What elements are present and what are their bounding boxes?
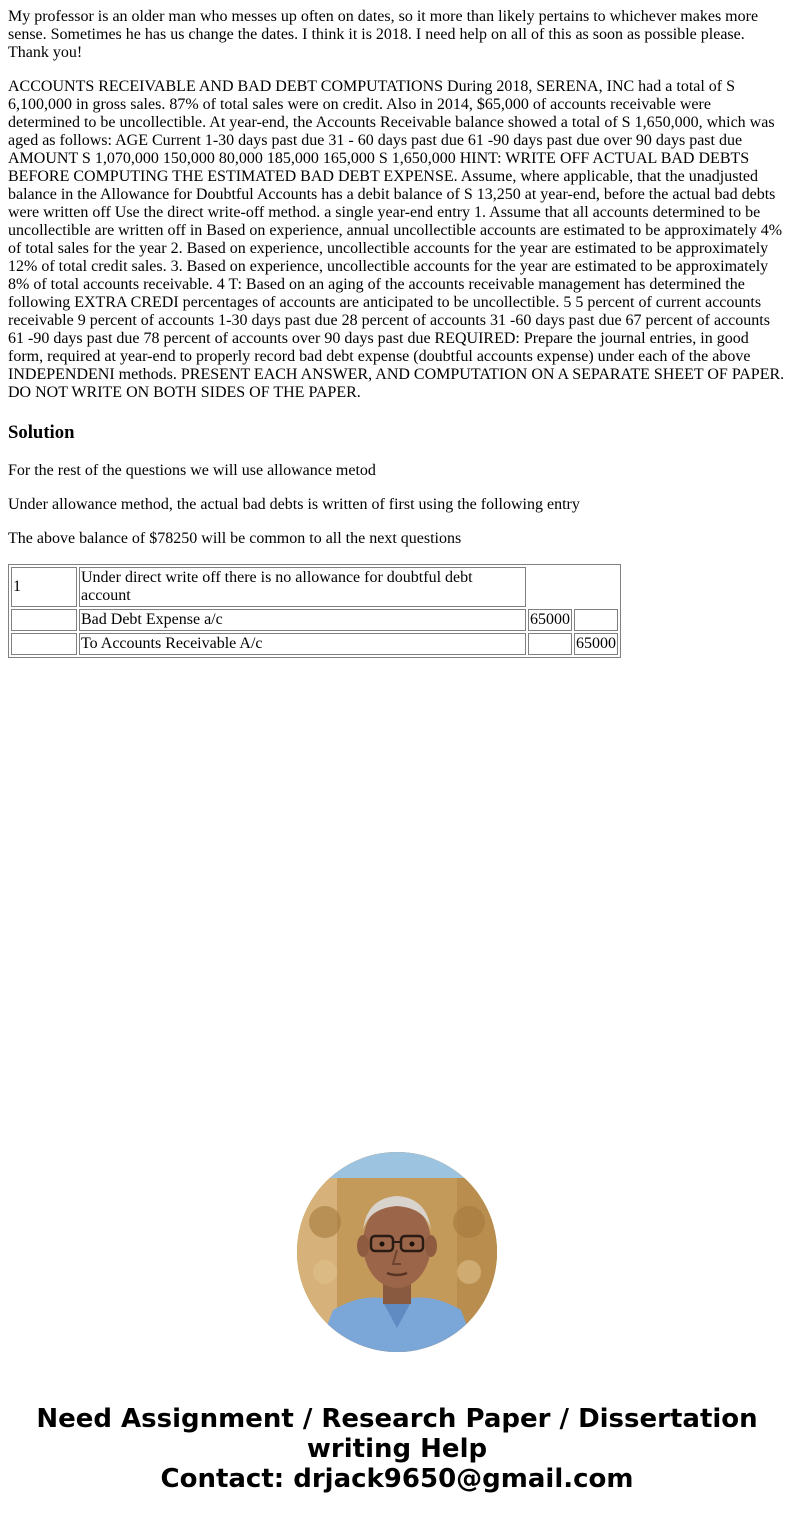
promo-text <box>0 1404 794 1494</box>
table-row <box>11 633 618 655</box>
document-content <box>8 0 786 658</box>
table-row <box>11 609 618 631</box>
solution-line-1: For the rest of the questions we will use allowance metod <box>8 462 376 479</box>
promo-line-1: Need Assignment / Research Paper / Dissertation <box>36 1404 758 1434</box>
table-header-description: Under direct write off there is no allowance for doubtful debt account <box>79 567 526 607</box>
solution-line-3: The above balance of $78250 will be common to all the next questions <box>8 530 462 547</box>
entry-debit-cell <box>528 633 572 655</box>
question-number-cell: 1 <box>11 567 77 607</box>
empty-cell <box>574 567 618 607</box>
solution-heading: Solution <box>8 422 75 443</box>
promo-contact: Contact: drjack9650@gmail.com <box>160 1464 634 1494</box>
entry-account-cell: To Accounts Receivable A/c <box>79 633 526 655</box>
entry-credit-cell: 65000 <box>574 633 618 655</box>
entry-debit-cell: 65000 <box>528 609 572 631</box>
entry-number-cell <box>11 609 77 631</box>
question-body: ACCOUNTS RECEIVABLE AND BAD DEBT COMPUTATIONS During 2018, SERENA, INC had a total of S 6,100,000 in gross sales. 87% of total sales were on credit. Also in 2014, $65,000 of accounts receivable were determined to be uncollectible. At year-end, the Accounts Receivable balance showed a total of S 1,650,000, which was aged as follows: AGE Current 1-30 days past due 31 - 60 days past due 61 -90 days past due over 90 days past due AMOUNT S 1,070,000 150,000 80,000 185,000 165,000 S 1,650,000 HINT: WRITE OFF ACTUAL BAD DEBTS BEFORE COMPUTING THE ESTIMATED BAD DEBT EXPENSE. Assume, where applicable, that the unadjusted balance in the Allowance for Doubtful Accounts has a debit balance of S 13,250 at year-end, before the actual bad debts were written off Use the direct write-off method. a single year-end entry 1. Assume that all accounts determined to be uncollectible are written off in Based on experience, annual uncollectible accounts are estimated to be approximately 4% of total sales for the year 2. Based on experience, uncollectible accounts for the year are estimated to be approximately 12% of total credit sales. 3. Based on experience, uncollectible accounts for the year are estimated to be approximately 8% of total accounts receivable. 4 T: Based on an aging of the accounts receivable management has determined the following EXTRA CREDI percentages of accounts are anticipated to be uncollectible. 5 5 percent of current accounts receivable 9 percent of accounts 1-30 days past due 28 percent of accounts 31 -60 days past due 67 percent of accounts 61 -90 days past due 78 percent of accounts over 90 days past due REQUIRED: Prepare the journal entries, in good form, required at year-end to properly record bad debt expense (doubtful accounts expense) under each of the above INDEPENDENI methods. PRESENT EACH ANSWER, AND COMPUTATION ON A SEPARATE SHEET OF PAPER. DO NOT WRITE ON BOTH SIDES OF THE PAPER. <box>8 78 785 401</box>
promo-section <box>0 1152 794 1494</box>
entry-number-cell <box>11 633 77 655</box>
empty-cell <box>528 567 572 607</box>
journal-entry-table <box>8 564 621 658</box>
solution-line-2: Under allowance method, the actual bad debts is written of first using the following entry <box>8 496 580 513</box>
question-note: My professor is an older man who messes up often on dates, so it more than likely pertains to whichever makes more sense. Sometimes he has us change the dates. I think it is 2018. I need help on all of this as soon as possible please. Thank you! <box>8 8 759 61</box>
table-row <box>11 567 618 607</box>
entry-account-cell: Bad Debt Expense a/c <box>79 609 526 631</box>
promo-line-2: writing Help <box>306 1434 488 1464</box>
author-avatar <box>297 1152 497 1352</box>
entry-credit-cell <box>574 609 618 631</box>
author-portrait-icon <box>297 1152 497 1352</box>
